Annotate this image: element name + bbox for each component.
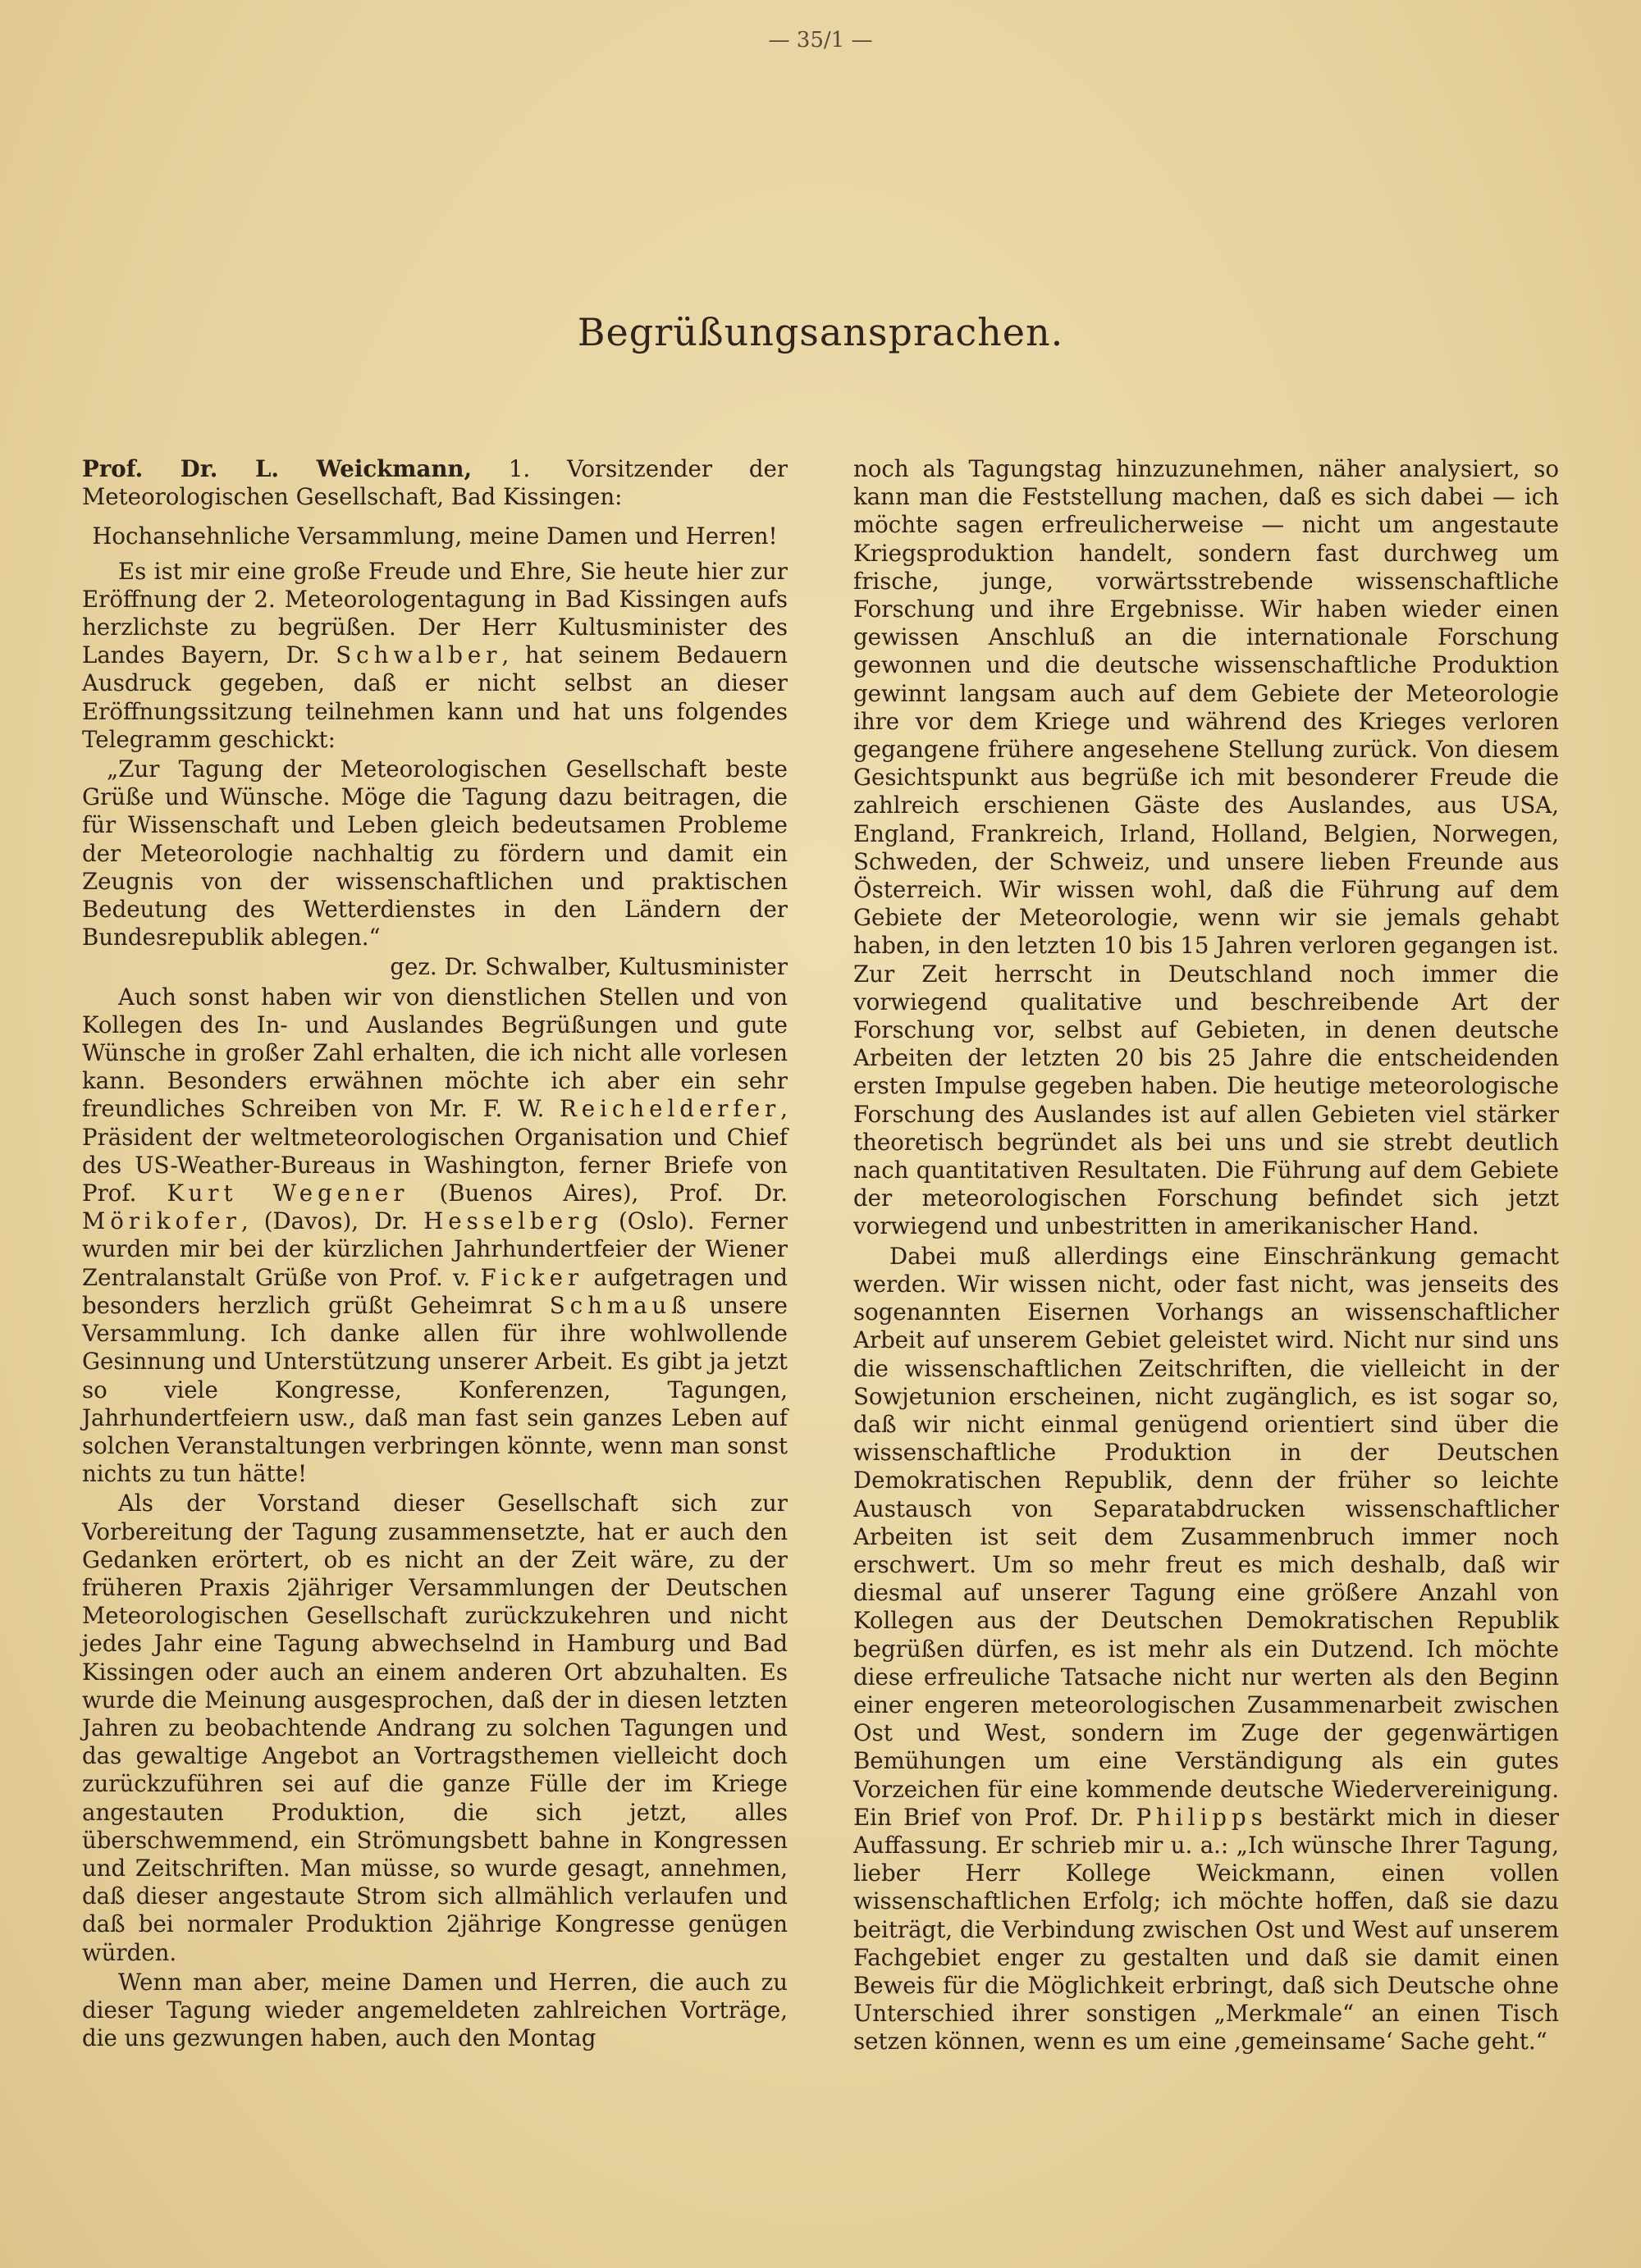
signature: gez. Dr. Schwalber, Kultusminister bbox=[390, 953, 788, 981]
text-run: , (Davos), Dr. bbox=[240, 1207, 424, 1235]
paragraph: noch als Tagungstag hinzuzunehmen, näher analysiert, so kann man die Feststellung machen, daß es sich dabei — ich möchte sagen erfreulicherweise — nicht um angestaute Kriegsproduktion handelt, sondern fast durchweg um frische, junge, vorwärtsstrebende wissenschaftliche Forschung und ihre Ergebnisse. Wir haben wieder einen gewissen Anschluß an die internationale Forschung gewonnen und die deutsche wissenschaftliche Produktion gewinnt langsam auch auf dem Gebiete der Meteorologie ihre vor dem Kriege und während des Krieges verloren gegangene frühere angesehene Stellung zurück. Von diesem Gesichtspunkt aus begrüße ich mit besonderer Freude die zahlreich erschienen Gäste des Auslandes, aus USA, England, Frankreich, Irland, Holland, Belgien, Norwegen, Schweden, der Schweiz, und unsere lieben Freunde aus Österreich. Wir wissen wohl, daß die Führung auf dem Gebiete der Meteorologie, wenn wir sie jemals gehabt haben, in den letzten 10 bis 15 Jahren verloren gegangen ist. Zur Zeit herrscht in Deutschland noch immer die vorwiegend qualitative und beschreibende Art der Forschung vor, selbst auf Gebieten, in denen deutsche Arbeiten der letzten 20 bis 25 Jahre die entscheidenden ersten Impulse gegeben haben. Die heutige meteorologische Forschung des Auslandes ist auf allen Gebieten viel stärker theoretisch begründet als bei uns und sie strebt deutlich nach quantitativen Resultaten. Die Führung auf dem Gebiete der meteorologischen Forschung befindet sich jetzt vorwiegend und unbestritten in amerikanischer Hand. bbox=[853, 455, 1559, 1240]
person-name: Hesselberg bbox=[423, 1207, 603, 1235]
person-name: Kurt Wegener bbox=[167, 1180, 409, 1207]
speaker-role: 1. Vorsitzender der Meteorologischen Gesellschaft, Bad Kissingen: bbox=[82, 455, 789, 511]
greeting: Hochansehnliche Versammlung, meine Damen und Herren! bbox=[92, 523, 778, 550]
text-run: Auch sonst haben wir von dienstlichen Stellen und von Kollegen des In- und Auslandes Begrüßungen und gute Wünsche in großer Zahl erhalten, die ich nicht alle vorlesen kann. Besonders erwähnen möchte ich aber ein sehr freundliches Schreiben von Mr. F. W. bbox=[82, 983, 788, 1123]
text-run: bestärkt mich in dieser Auffassung. Er schrieb mir u. a.: „Ich wünsche Ihrer Tagung, lieber Herr Kollege Weickmann, einen vollen wissenschaftlichen Erfolg; ich möchte hoffen, daß sie dazu beiträgt, die Verbindung zwischen Ost und West auf unserem Fachgebiet enger zu gestalten und daß sie damit einen Beweis für die Möglichkeit erbringt, daß sich Deutsche ohne Unterschied ihrer sonstigen „Merkmale“ an einen Tisch setzen können, wenn es um eine ‚gemeinsame‘ Sache geht.“ bbox=[853, 1803, 1559, 2056]
text-run: Es ist mir eine große Freude und Ehre, Sie heute hier zur Eröffnung der 2. Meteorologentagung in Bad Kissingen aufs herzlichste zu begrüßen. Der Herr Kultusminister des Landes Bayern, Dr. bbox=[82, 557, 788, 669]
page-title: Begrüßungsansprachen. bbox=[577, 310, 1064, 354]
page-number: — 35/1 — bbox=[768, 28, 873, 52]
text-columns bbox=[82, 455, 1559, 2178]
person-name: Reichelderfer bbox=[559, 1095, 781, 1123]
text-run: aufgetragen und besonders herzlich grüßt Geheimrat bbox=[82, 1263, 788, 1319]
text-run: , hat seinem Bedauern Ausdruck gegeben, daß er nicht selbst an dieser Eröffnungssitzung teilnehmen kann und hat uns folgendes Telegramm geschickt: bbox=[82, 641, 788, 753]
person-name: Ficker bbox=[480, 1263, 584, 1291]
paragraph bbox=[82, 983, 788, 1489]
person-name: Schwalber bbox=[336, 641, 502, 669]
person-name: Mörikofer bbox=[82, 1207, 241, 1235]
paragraph: Als der Vorstand dieser Gesellschaft sich zur Vorbereitung der Tagung zusammensetzte, hat er auch den Gedanken erörtert, ob es nicht an der Zeit wäre, zu der früheren Praxis 2jähriger Versammlungen der Deutschen Meteorologischen Gesellschaft zurückzukehren und nicht jedes Jahr eine Tagung abwechselnd in Hamburg und Bad Kissingen oder auch an einem anderen Ort abzuhalten. Es wurde die Meinung ausgesprochen, daß der in diesen letzten Jahren zu beobachtende Andrang zu solchen Tagungen und das gewaltige Angebot an Vortragsthemen vielleicht doch zurückzuführen sei auf die ganze Fülle der im Kriege angestauten Produktion, die sich jetzt, alles überschwemmend, ein Strömungsbett bahne in Kongressen und Zeitschriften. Man müsse, so wurde gesagt, annehmen, daß dieser angestaute Strom sich allmählich verlaufen und daß bei normaler Produktion 2jährige Kongresse genügen würden. bbox=[82, 1490, 788, 1966]
speaker-intro bbox=[82, 455, 788, 511]
text-run: (Oslo). Ferner wurden mir bei der kürzlichen Jahrhundertfeier der Wiener Zentralanstalt Grüße von Prof. v. bbox=[82, 1207, 788, 1291]
paragraph bbox=[853, 1243, 1559, 2056]
left-column bbox=[82, 455, 788, 2178]
speaker-name: Prof. Dr. L. Weickmann, bbox=[82, 455, 473, 482]
person-name: Philipps bbox=[1136, 1803, 1268, 1831]
paragraph: Wenn man aber, meine Damen und Herren, die auch zu dieser Tagung wieder angemeldeten zahlreichen Vorträge, die uns gezwungen haben, auch den Montag bbox=[82, 1968, 788, 2052]
person-name: Schmauß bbox=[549, 1291, 692, 1319]
right-column bbox=[853, 455, 1559, 2178]
text-run: (Buenos Aires), Prof. Dr. bbox=[409, 1180, 788, 1207]
text-run: , Präsident der weltmeteorologischen Organisation und Chief des US-Weather-Bureaus in Washington, ferner Briefe von Prof. bbox=[82, 1095, 788, 1207]
text-run: Dabei muß allerdings eine Einschränkung gemacht werden. Wir wissen nicht, oder fast nicht, was jenseits des sogenannten Eisernen Vorhangs an wissenschaftlicher Arbeit auf unserem Gebiet geleistet wird. Nicht nur sind uns die wissenschaftlichen Zeitschriften, die vielleicht in der Sowjetunion erscheinen, nicht zugänglich, es ist sogar so, daß wir nicht einmal genügend orientiert sind über die wissenschaftliche Produktion in der Deutschen Demokratischen Republik, denn der früher so leichte Austausch von Separatabdrucken wissenschaftlicher Arbeiten ist seit dem Zusammenbruch immer noch erschwert. Um so mehr freut es mich deshalb, daß wir diesmal auf unserer Tagung eine größere Anzahl von Kollegen aus der Deutschen Demokratischen Republik begrüßen dürfen, es ist mehr als ein Dutzend. Ich möchte diese erfreuliche Tatsache nicht nur werten als den Beginn einer engeren meteorologischen Zusammenarbeit zwischen Ost und West, sondern im Zuge der gegenwärtigen Bemühungen um eine Verständigung als ein gutes Vorzeichen für eine kommende deutsche Wiedervereinigung. Ein Brief von Prof. Dr. bbox=[853, 1242, 1559, 1831]
paragraph bbox=[82, 558, 788, 754]
text-run: unsere Versammlung. Ich danke allen für ihre wohlwollende Gesinnung und Unterstützung unserer Arbeit. Es gibt ja jetzt so viele Kongresse, Konferenzen, Tagungen, Jahrhundertfeiern usw., daß man fast sein ganzes Leben auf solchen Veranstaltungen verbringen könnte, wenn man sonst nichts zu tun hätte! bbox=[82, 1291, 788, 1488]
telegram-quote: „Zur Tagung der Meteorologischen Gesellschaft beste Grüße und Wünsche. Möge die Tagung dazu beitragen, die für Wissenschaft und Leben gleich bedeutsamen Probleme der Meteorologie nachhaltig zu fördern und damit ein Zeugnis von der wissenschaftlichen und praktischen Bedeutung des Wetterdienstes in den Ländern der Bundesrepublik ablegen.“ bbox=[82, 755, 788, 951]
